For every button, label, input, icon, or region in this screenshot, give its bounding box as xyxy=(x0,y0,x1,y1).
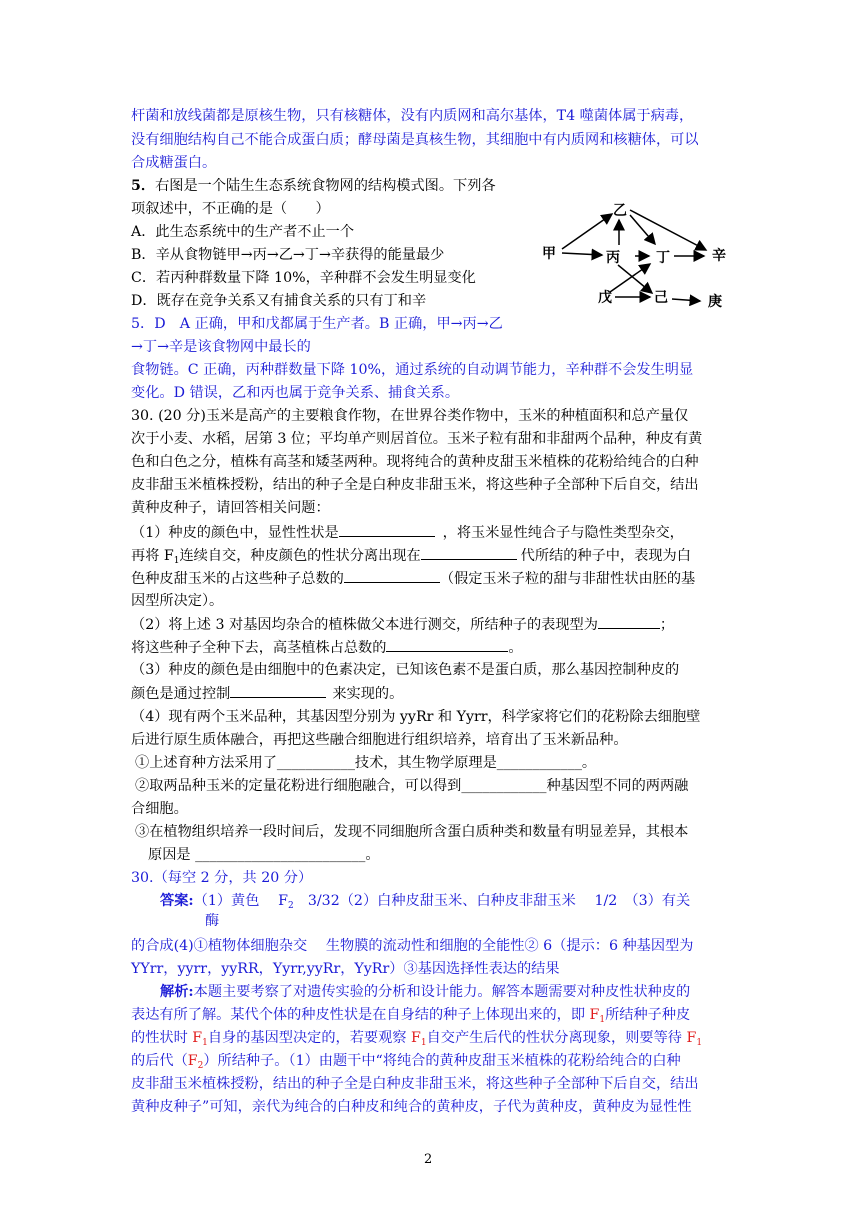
q30-p2-text-b: ； xyxy=(659,617,675,633)
arrow-yi-ding xyxy=(630,215,655,244)
f1-red-3: $F_1$ xyxy=(411,1030,427,1048)
jx-text-4b: ）所结种子。（1）由题干中“将纯合的黄种皮甜玉米植株的花粉给纯合的白种 xyxy=(203,1053,681,1069)
node-geng: 庚 xyxy=(708,294,722,310)
node-ding: 丁 xyxy=(656,250,670,266)
jx-text-3c: 自交产生后代的性状分离现象，则要等待 xyxy=(426,1030,687,1046)
q30-p4-sub3b: 原因是 ________________________。 xyxy=(148,847,380,863)
q30-p4-sub2b: 合细胞。 xyxy=(131,801,188,817)
q30-p1-text-b: ，将玉米显性纯合子与隐性类型杂交， xyxy=(442,525,684,541)
jx-label: 解析: xyxy=(160,984,194,1000)
q30-p1-line4: 因型所决定）。 xyxy=(131,593,224,609)
q30-p3-text-b: 颜色是通过控制 xyxy=(131,686,231,702)
q30-p2-line1 xyxy=(131,614,674,635)
jx-line2 xyxy=(131,1005,690,1025)
intro-line-3: 合成糖蛋白。 xyxy=(131,155,217,171)
blank-6[interactable] xyxy=(230,683,326,698)
q30-p1-text-g: （假定玉米子粒的甜与非甜性状由胚的基 xyxy=(439,571,696,587)
q5-answer-2: →丁→辛是该食物网中最长的 xyxy=(131,339,311,355)
arrow-ji-geng xyxy=(672,299,700,301)
ans30-l1b: 3/32（2）白种皮甜玉米、白种皮非甜玉米 1/2 （3）有关 xyxy=(293,893,691,909)
blank-2[interactable] xyxy=(421,545,517,560)
ans30-label: 答案: xyxy=(160,893,194,909)
q30-stem-1: 30. (20 分)玉米是高产的主要粮食作物，在世界谷类作物中，玉米的种植面积和总产量仅 xyxy=(131,408,689,424)
q5-answer-1: 5．D A 正确，甲和戊都属于生产者。B 正确，甲→丙→乙 xyxy=(131,316,503,332)
arrow-jia-bing xyxy=(562,253,602,255)
arrow-yi-xin xyxy=(630,210,706,250)
jx-line6: 黄种皮种子”可知，亲代为纯合的白种皮和纯合的黄种皮，子代为黄种皮，黄种皮为显性性 xyxy=(131,1099,692,1115)
arrow-jia-yi xyxy=(562,214,612,249)
ans30-header: 30.（每空 2 分，共 20 分） xyxy=(131,870,313,886)
node-bing: 丙 xyxy=(606,250,620,266)
q30-p1-text-d: 连续自交，种皮颜色的性状分离出现在 xyxy=(179,548,421,564)
f1-red-2: $F_1$ xyxy=(192,1030,208,1048)
f1-subscript: 1 xyxy=(173,556,180,566)
ans30-line2: 酶 xyxy=(205,913,220,929)
blank-1[interactable] xyxy=(339,522,435,537)
jx-line5: 皮非甜玉米植株授粉，结出的种子全是白种皮非甜玉米，将这些种子全部种下后自交，结出 xyxy=(131,1076,699,1092)
node-jia: 甲 xyxy=(542,246,556,262)
f1-red-4: $F_1$ xyxy=(686,1030,703,1048)
q30-p2-text-d: 。 xyxy=(508,640,523,656)
q30-stem-4: 皮非甜玉米植株授粉，结出的种子全是白种皮非甜玉米，将这些种子全部种下后自交，结出 xyxy=(131,477,699,493)
q30-p2-line2 xyxy=(131,637,523,658)
food-web-arrows xyxy=(562,210,706,301)
blank-5[interactable] xyxy=(386,637,508,652)
q5-option-c: C．若丙种群数量下降 10%，辛种群不会发生明显变化 xyxy=(131,270,476,286)
jx-text-2b: 所结种子种皮 xyxy=(605,1007,691,1023)
ans30-line4: YYrr，yyrr，yyRR，Yyrr,yyRr，YyRr）③基因选择性表达的结果 xyxy=(131,961,560,977)
q5-option-a: A．此生态系统中的生产者不止一个 xyxy=(131,224,355,240)
food-web-diagram xyxy=(540,198,740,310)
jx-text-4a: 的后代（ xyxy=(131,1053,188,1069)
q30-p1-text-a: （1）种皮的颜色中，显性性状是 xyxy=(131,525,339,541)
q30-p1-text-e: 代所结的种子中，表现为白 xyxy=(520,548,691,564)
q30-p4-line1: （4）现有两个玉米品种，其基因型分别为 yyRr 和 Yyrr，科学家将它们的花粉除去细胞壁 xyxy=(131,709,701,725)
f1-red-1: $F_1$ xyxy=(589,1007,606,1025)
f2-red: $F_2$ xyxy=(187,1053,204,1071)
q30-stem-2: 次于小麦、水稻，居第 3 位；平均单产则居首位。玉米子粒有甜和非甜两个品种，种皮有黄 xyxy=(131,431,703,447)
jx-text-3a: 的性状时 xyxy=(131,1030,193,1046)
q30-p4-sub3a: ③在植物组织培养一段时间后，发现不同细胞所含蛋白质种类和数量有明显差异，其根本 xyxy=(135,824,689,840)
jx-text-3b: 自身的基因型决定的，若要观察 xyxy=(207,1030,411,1046)
q5-number: 5． xyxy=(131,178,156,194)
arrow-bing-ji xyxy=(618,265,652,293)
jx-text-1: 本题主要考察了对遗传实验的分析和设计能力。解答本题需要对种皮性状种皮的 xyxy=(193,984,691,1000)
jx-line3 xyxy=(131,1028,702,1048)
ans30-line3: 的合成(4)①植物体细胞杂交 生物膜的流动性和细胞的全能性② 6（提示：6 种基因型为 xyxy=(131,938,694,954)
q30-stem-5: 黄种皮种子，请回答相关问题： xyxy=(131,500,330,516)
q5-option-d: D．既存在竞争关系又有捕食关系的只有丁和辛 xyxy=(131,293,427,309)
q5-stem-1 xyxy=(131,176,496,196)
q30-stem-3: 色和白色之分，植株有高茎和矮茎两种。现将纯合的黄种皮甜玉米植株的花粉给纯合的白种 xyxy=(131,454,699,470)
q30-p1-line1 xyxy=(131,522,684,543)
blank-4[interactable] xyxy=(598,614,660,629)
q30-p4-sub1: ①上述育种方法采用了___________技术，其生物学原理是____________。 xyxy=(135,755,597,771)
q30-p3-text-c: 来实现的。 xyxy=(332,686,404,702)
ans30-l1a: （1）黄色 F xyxy=(193,893,288,909)
intro-line-2: 没有细胞结构自己不能合成蛋白质；酵母菌是真核生物，其细胞中有内质网和核糖体，可以 xyxy=(131,132,699,148)
jx-line4 xyxy=(131,1051,681,1071)
q30-p4-line2: 后进行原生质体融合，再把这些融合细胞进行组织培养，培育出了玉米新品种。 xyxy=(131,732,628,748)
q5-answer-3: 食物链。C 正确，丙种群数量下降 10%，通过系统的自动调节能力，辛种群不会发生明显 xyxy=(131,362,694,378)
jx-text-2a: 表达有所了解。某代个体的种皮性状是在自身结的种子上体现出来的，即 xyxy=(131,1007,590,1023)
q30-p2-text-a: （2）将上述 3 对基因均杂合的植株做父本进行测交，所结种子的表现型为 xyxy=(131,617,598,633)
node-wu: 戊 xyxy=(598,290,612,306)
q5-stem-text: 右图是一个陆生生态系统食物网的结构模式图。下列各 xyxy=(155,178,496,194)
q30-p2-text-c: 将这些种子全种下去，高茎植株占总数的 xyxy=(131,640,387,656)
ans30-line1 xyxy=(160,891,690,911)
q5-option-b: B．辛从食物链甲→丙→乙→丁→辛获得的能量最少 xyxy=(131,247,445,263)
arrow-wu-ding xyxy=(610,264,650,292)
q30-p1-text-f: 色种皮甜玉米的占这些种子总数的 xyxy=(131,571,344,587)
jx-line1 xyxy=(160,982,690,1002)
q30-p3-line2 xyxy=(131,683,403,704)
intro-line-1: 杆菌和放线菌都是原核生物，只有核糖体，没有内质网和高尔基体，T4 噬菌体属于病毒， xyxy=(131,108,694,124)
q30-p1-line3 xyxy=(131,568,695,589)
blank-3[interactable] xyxy=(344,568,440,583)
node-xin: 辛 xyxy=(712,248,726,264)
node-yi: 乙 xyxy=(613,203,627,219)
q30-p3-line1: （3）种皮的颜色是由细胞中的色素决定，已知该色素不是蛋白质，那么基因控制种皮的 xyxy=(131,662,680,678)
page-number: 2 xyxy=(424,1152,433,1167)
q5-stem-2: 项叙述中，不正确的是（ ） xyxy=(131,201,330,217)
f2-subscript: 2 xyxy=(287,901,294,911)
q30-p4-sub2a: ②取两品种玉米的定量花粉进行细胞融合，可以得到____________种基因型不同的两两融 xyxy=(135,778,689,794)
node-ji: 己 xyxy=(654,290,668,306)
q5-answer-4: 变化。D 错误，乙和丙也属于竞争关系、捕食关系。 xyxy=(131,385,460,401)
q30-p1-line2 xyxy=(131,545,691,566)
q30-p1-text-c: 再将 F xyxy=(131,548,174,564)
